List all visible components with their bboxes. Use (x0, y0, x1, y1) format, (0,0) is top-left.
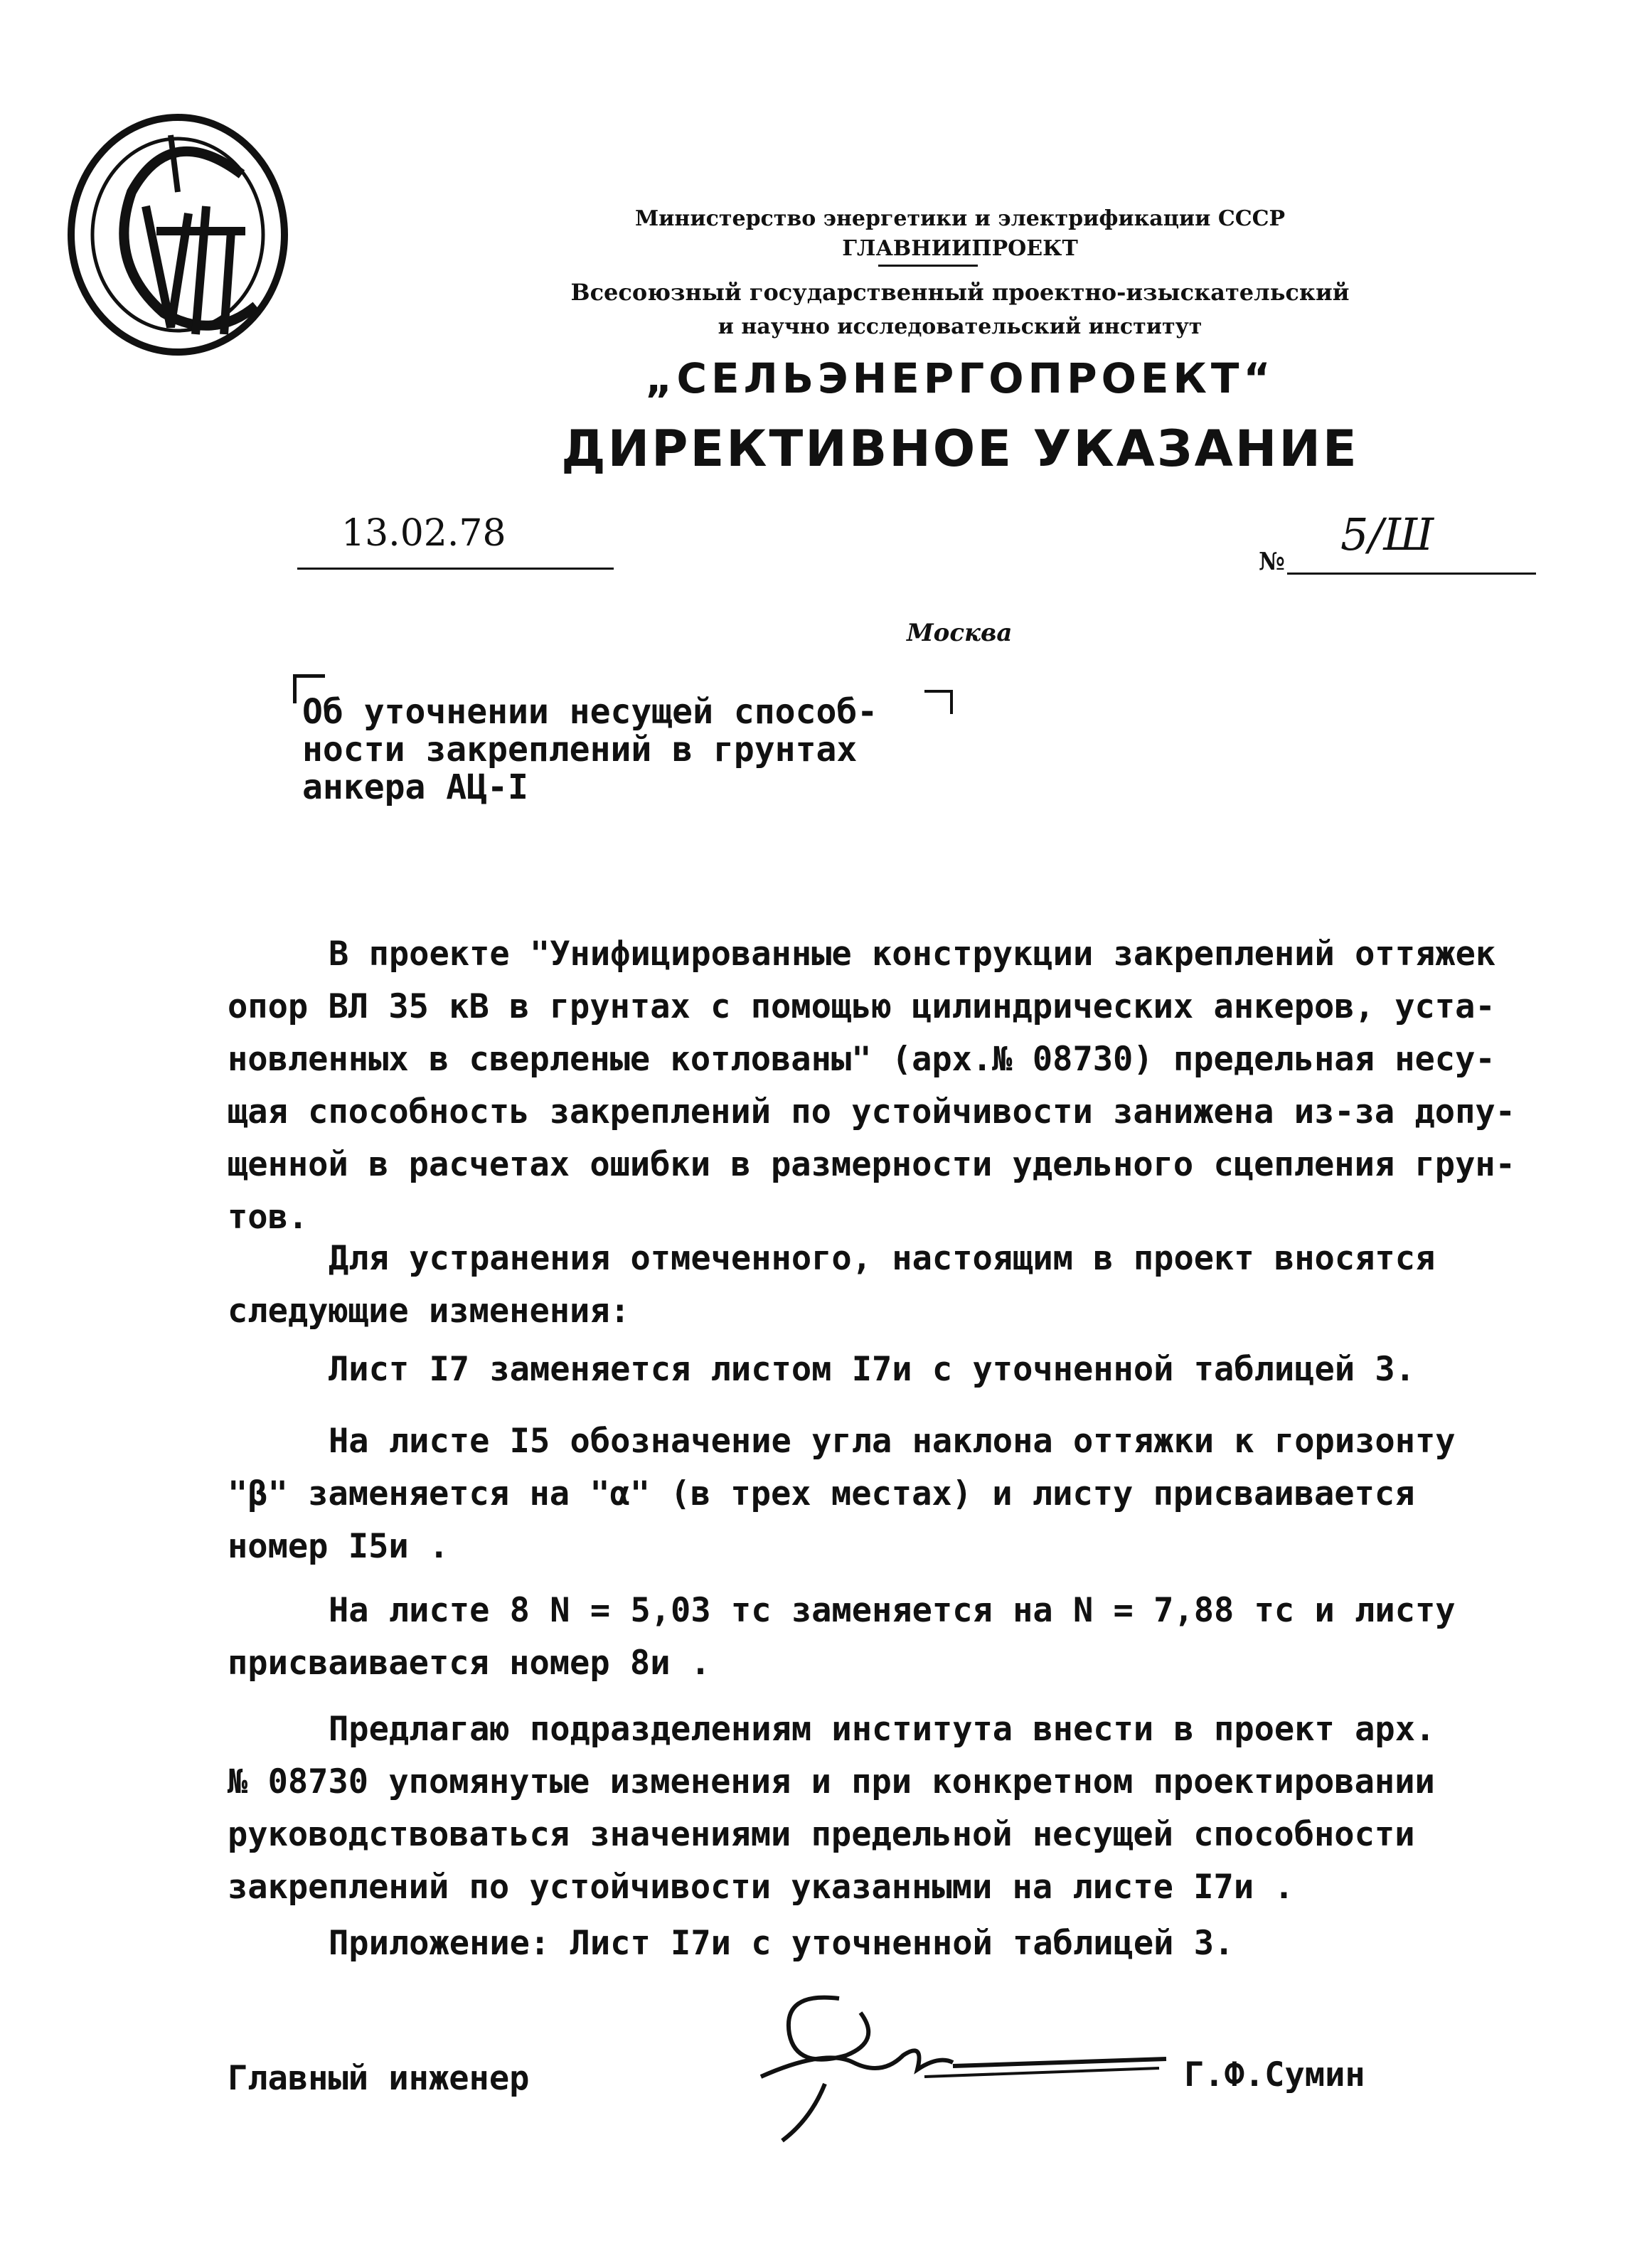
p1-line-1: В проекте "Унифицированные конструкции закреплений оттяжек (329, 935, 1496, 974)
p1-line-2: опор ВЛ 35 кВ в грунтах с помощью цилиндрических анкеров, уста- (228, 987, 1495, 1026)
p5-line-2: присваивается номер 8и . (228, 1644, 711, 1683)
p4-line-2: "β" заменяется на "α" (в трех местах) и листу присваивается (228, 1474, 1415, 1513)
signatory-position: Главный инженер (228, 2059, 530, 2098)
signature-icon (740, 1977, 1195, 2148)
city: Москва (907, 619, 1013, 647)
subject-bracket-right (924, 690, 953, 714)
p2-line-2: следующие изменения: (228, 1292, 630, 1331)
subject-line-1: Об уточнении несущей способ- (302, 692, 878, 732)
p6-line-3: руководствоваться значениями предельной несущей способности (228, 1815, 1415, 1854)
handwritten-signature (740, 1977, 1195, 2148)
p1-line-6: тов. (228, 1198, 309, 1237)
institute-logo (64, 107, 306, 363)
number-underline (1287, 573, 1536, 575)
subject-line-3: анкера АЦ-I (302, 767, 528, 807)
p1-line-5: щенной в расчетах ошибки в размерности удельного сцепления грун- (228, 1145, 1515, 1184)
document-type: ДИРЕКТИВНОЕ УКАЗАНИЕ (561, 420, 1359, 478)
p6-line-1: Предлагаю подразделениям института внести в проект арх. (329, 1710, 1436, 1749)
subject-block (302, 693, 878, 806)
p5-line-1: На листе 8 N = 5,03 тс заменяется на N = 7,88 тс и листу (329, 1591, 1456, 1630)
paragraph-6 (228, 1703, 1435, 1914)
divider (878, 265, 978, 267)
p6-line-4: закреплений по устойчивости указанными на листе I7и . (228, 1868, 1294, 1907)
organization-name: „СЕЛЬЭНЕРГОПРОЕКТ“ (645, 354, 1275, 403)
signatory-name: Г.Ф.Сумин (1184, 2055, 1365, 2094)
paragraph-4 (228, 1415, 1456, 1573)
number-label: № (1259, 548, 1285, 576)
p6-line-2: № 08730 упомянутые изменения и при конкретном проектировании (228, 1762, 1435, 1801)
glavk-line: ГЛАВНИИПРОЕКТ (842, 236, 1078, 261)
document-date: 13.02.78 (341, 512, 506, 555)
institute-line-1: Всесоюзный государственный проектно-изыскательский (570, 279, 1350, 306)
p4-line-1: На листе I5 обозначение угла наклона оттяжки к горизонту (329, 1422, 1456, 1461)
ministry-line: Министерство энергетики и электрификации СССР (634, 206, 1286, 231)
logo-seal-icon (64, 107, 306, 363)
paragraph-2 (228, 1233, 1435, 1338)
paragraph-3: Лист I7 заменяется листом I7и с уточненной таблицей 3. (329, 1350, 1416, 1389)
p1-line-3: новленных в сверленые котлованы" (арх.№ 08730) предельная несу- (228, 1040, 1495, 1079)
paragraph-7-attachment: Приложение: Лист I7и с уточненной таблицей 3. (329, 1924, 1235, 1963)
p1-line-4: щая способность закреплений по устойчивости занижена из-за допу- (228, 1092, 1515, 1132)
date-underline (297, 568, 614, 570)
p2-line-1: Для устранения отмеченного, настоящим в проект вносятся (329, 1239, 1436, 1278)
paragraph-5 (228, 1585, 1456, 1690)
paragraph-1 (228, 928, 1515, 1244)
p4-line-3: номер I5и . (228, 1527, 449, 1566)
subject-line-2: ности закреплений в грунтах (302, 730, 858, 770)
document-number: 5/Ш (1340, 509, 1434, 560)
institute-line-2: и научно исследовательский институт (718, 314, 1203, 339)
